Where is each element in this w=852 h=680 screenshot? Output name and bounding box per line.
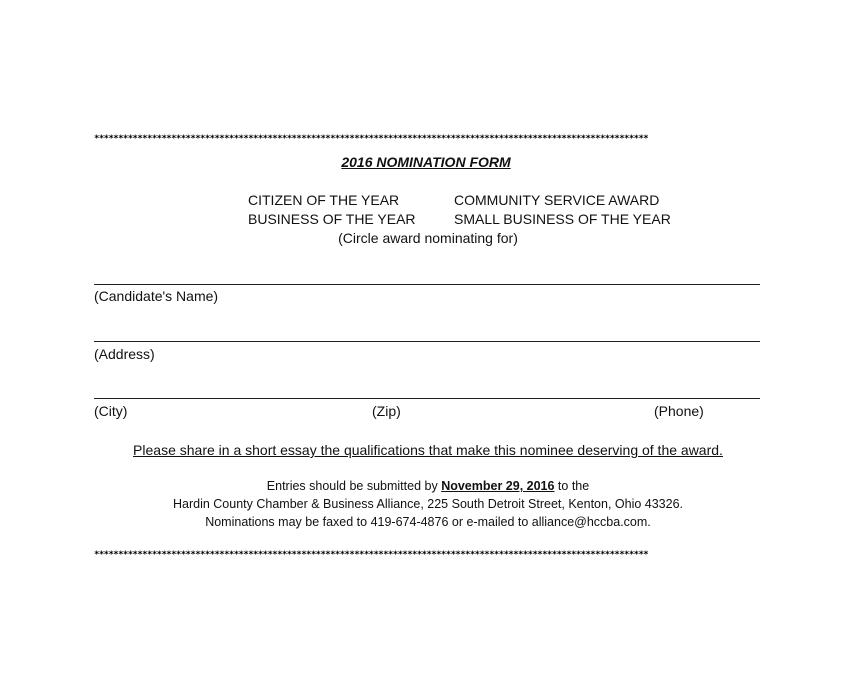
submission-suffix: to the: [554, 479, 590, 493]
essay-prompt: Please share in a short essay the qualifications that make this nominee deserving of the award.: [133, 442, 723, 458]
city-zip-phone-line[interactable]: [94, 398, 760, 399]
award-option-small-business[interactable]: SMALL BUSINESS OF THE YEAR: [454, 211, 671, 227]
bottom-star-divider: *******************************************************************************************************************: [94, 550, 649, 560]
zip-label: (Zip): [372, 403, 401, 419]
candidate-name-label: (Candidate's Name): [94, 288, 219, 304]
top-star-divider: *******************************************************************************************************************: [94, 134, 649, 144]
submission-prefix: Entries should be submitted by: [266, 479, 442, 493]
award-option-citizen[interactable]: CITIZEN OF THE YEAR: [248, 192, 400, 208]
submission-info: [0, 477, 852, 531]
award-option-business[interactable]: BUSINESS OF THE YEAR: [248, 211, 416, 227]
city-label: (City): [94, 403, 128, 419]
candidate-name-line[interactable]: [94, 284, 760, 285]
address-line[interactable]: [94, 341, 760, 342]
submission-contact: Nominations may be faxed to 419-674-4876 or e-mailed to alliance@hccba.com.: [205, 515, 651, 529]
circle-award-instruction: (Circle award nominating for): [338, 230, 518, 246]
form-title: 2016 NOMINATION FORM: [341, 154, 511, 170]
deadline-date: November 29, 2016: [441, 479, 555, 493]
submission-address: Hardin County Chamber & Business Alliance, 225 South Detroit Street, Kenton, Ohio 43326.: [172, 497, 684, 511]
award-option-community-service[interactable]: COMMUNITY SERVICE AWARD: [454, 192, 660, 208]
submission-line-1: [0, 477, 852, 495]
phone-label: (Phone): [654, 403, 704, 419]
address-label: (Address): [94, 346, 155, 362]
